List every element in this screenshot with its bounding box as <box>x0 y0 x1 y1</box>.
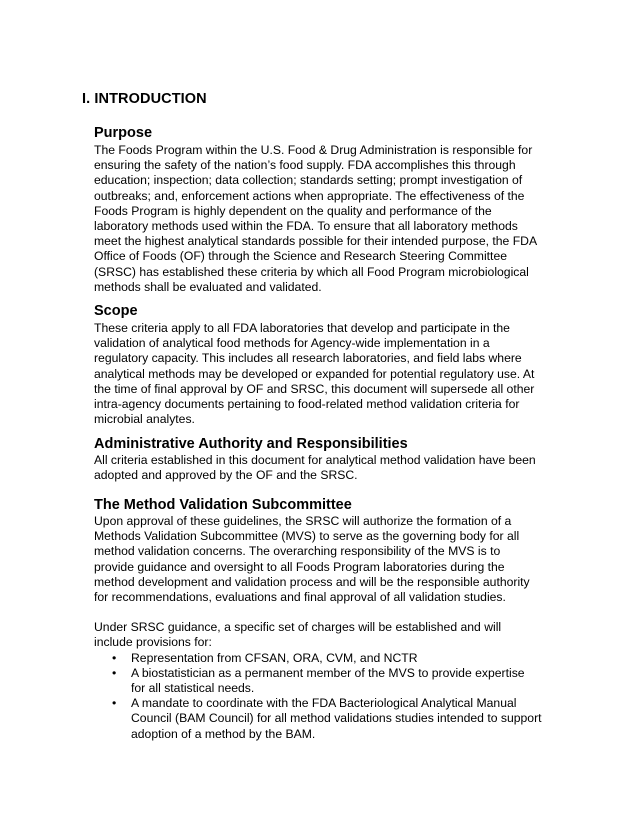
text-line: provide guidance and oversight to all Foods Program laboratories during the <box>94 559 505 574</box>
text-line: All criteria established in this document for analytical method validation have been <box>94 453 536 467</box>
text-line: adopted and approved by the OF and the SRSC. <box>94 468 358 483</box>
text-line: education; inspection; data collection; standards setting; prompt investigation of <box>94 173 523 188</box>
text-line: Representation from CFSAN, ORA, CVM, and NCTR <box>131 650 418 665</box>
purpose-title: Purpose <box>94 125 153 141</box>
text-line: Council (BAM Council) for all method validations studies intended to support <box>131 711 542 726</box>
text-line: microbial analytes. <box>94 412 195 427</box>
scope-section <box>94 302 564 427</box>
authority-title: Administrative Authority and Responsibilities <box>94 436 408 452</box>
text-line: method validation concerns. The overarching responsibility of the MVS is to <box>94 544 501 559</box>
text-line: The Foods Program within the U.S. Food & Drug Administration is responsible for <box>94 143 533 157</box>
bullet-icon: • <box>112 650 117 665</box>
text-line: analytical methods may be developed or expanded for potential regulatory use. At <box>94 366 535 381</box>
purpose-body <box>94 143 564 295</box>
text-line: adoption of a method by the BAM. <box>131 726 316 741</box>
purpose-section <box>94 124 564 295</box>
text-line: for recommendations, evaluations and final approval of all validation studies. <box>94 590 506 605</box>
section-heading-introduction: I. INTRODUCTION <box>82 91 207 107</box>
text-line: A mandate to coordinate with the FDA Bacteriological Analytical Manual <box>131 696 517 711</box>
list-item <box>94 666 564 696</box>
text-line: outbreaks; and, enforcement actions when appropriate. The effectiveness of the <box>94 188 525 203</box>
text-line: Foods Program is highly dependent on the quality and performance of the <box>94 203 492 218</box>
text-line: intra-agency documents pertaining to food-related method validation criteria for <box>94 397 520 412</box>
text-line: methods shall be evaluated and validated. <box>94 279 322 294</box>
subcommittee-section <box>94 496 564 742</box>
authority-section <box>94 435 564 483</box>
text-line: Methods Validation Subcommittee (MVS) to serve as the governing body for all <box>94 529 520 544</box>
authority-body <box>94 453 564 483</box>
text-line: method development and validation process and will be the responsible authority <box>94 574 530 589</box>
charges-list <box>94 651 564 742</box>
subcommittee-body <box>94 514 564 605</box>
text-line: A biostatistician as a permanent member of the MVS to provide expertise <box>131 665 525 680</box>
list-item <box>94 696 564 742</box>
text-line: include provisions for: <box>94 635 212 650</box>
text-line: for all statistical needs. <box>131 681 255 696</box>
charges-intro <box>94 620 564 650</box>
text-line: (SRSC) has established these criteria by which all Food Program microbiological <box>94 264 529 279</box>
text-line: ensuring the safety of the nation’s food supply. FDA accomplishes this through <box>94 158 516 173</box>
bullet-icon: • <box>112 696 117 711</box>
text-line: meet the highest analytical standards possible for their intended purpose, the FDA <box>94 234 538 249</box>
list-item <box>94 651 564 666</box>
text-line: Under SRSC guidance, a specific set of charges will be established and will <box>94 620 502 635</box>
text-line: the time of final approval by OF and SRSC, this document will supersede all other <box>94 381 535 396</box>
scope-body <box>94 321 564 427</box>
subcommittee-title: The Method Validation Subcommittee <box>94 497 352 513</box>
text-line: Upon approval of these guidelines, the SRSC will authorize the formation of a <box>94 514 512 528</box>
scope-title: Scope <box>94 303 138 319</box>
bullet-icon: • <box>112 665 117 680</box>
text-line: regulatory capacity. This includes all research laboratories, and field labs where <box>94 351 522 366</box>
text-line: These criteria apply to all FDA laboratories that develop and participate in the <box>94 321 510 335</box>
text-line: Office of Foods (OF) through the Science and Research Steering Committee <box>94 249 507 264</box>
text-line: laboratory methods used within the FDA. To ensure that all laboratory methods <box>94 219 518 234</box>
text-line: validation of analytical food methods for Agency-wide implementation in a <box>94 336 490 351</box>
